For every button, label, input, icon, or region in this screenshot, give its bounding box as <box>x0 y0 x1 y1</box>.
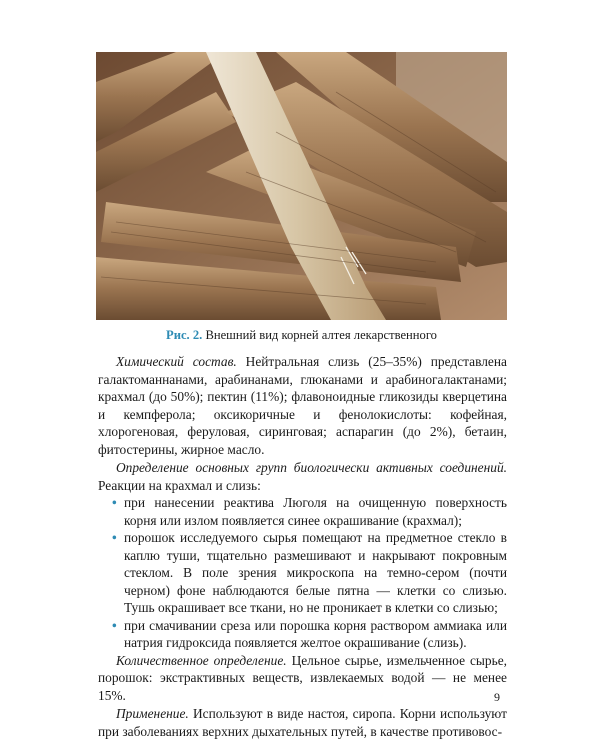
chemical-composition-paragraph <box>98 353 507 458</box>
reactions-list <box>98 494 507 652</box>
application-heading: Применение. <box>116 706 189 721</box>
list-item-text: при нанесении реактива Люголя на очищенную поверхность корня или излом появляется синее окрашивание (крахмал); <box>124 495 507 528</box>
application-paragraph <box>98 705 507 740</box>
application-text: Используют в виде настоя, сиропа. Корни используют при заболеваниях верхних дыхательных путей, в качестве противовос- <box>98 706 507 739</box>
page-number: 9 <box>494 690 500 704</box>
figure-caption-text: Внешний вид корней алтея лекарственного <box>205 328 437 342</box>
list-item-text: порошок исследуемого сырья помещают на предметное стекло в каплю туши, тщательно размешивают и накрывают покровным стеклом. В поле зрения микроскопа на темно-сером (почти черном) фоне наблюдаются белые пятна — клетки со слизью. Тушь окрашивает все ткани, но не проникает в клетки со слизью; <box>124 530 507 615</box>
quantitative-text: Цельное сырье, измельченное сырье, порошок: экстрактивных веществ, извлекаемых водой — не менее 15%. <box>98 652 508 703</box>
body-text <box>98 353 507 740</box>
groups-paragraph <box>98 459 507 494</box>
list-item <box>98 617 507 652</box>
bullet-icon: • <box>112 530 117 545</box>
chemical-composition-text: Нейтральная слизь (25–35%) представлена галактоманнанами, арабинанами, глюканами и арабиногалактанами; крахмал (до 50%); пектин (11%); флавоноидные гликозиды кверцетина и кемпферола; оксикоричные и фенолокислоты: кофейная, хлорогеновая, феруловая, сиринговая; аспарагин (до 2%), бетаин, фитостерины, жирное масло. <box>98 354 507 457</box>
bullet-icon: • <box>112 617 117 633</box>
roots-illustration <box>96 52 507 320</box>
chemical-composition-heading: Химический состав. <box>116 354 237 369</box>
groups-heading: Определение основных групп биологически активных соединений. <box>116 460 507 475</box>
roots-photo <box>96 52 507 320</box>
figure-label: Рис. 2. <box>166 328 203 342</box>
bullet-icon: • <box>112 495 117 510</box>
figure-caption <box>96 328 507 343</box>
groups-text: Реакции на крахмал и слизь: <box>98 477 261 493</box>
quantitative-paragraph <box>98 652 507 705</box>
quantitative-heading: Количественное определение. <box>116 652 287 668</box>
list-item <box>98 529 507 617</box>
list-item-text: при смачивании среза или порошка корня раствором аммиака или натрия гидроксида появляется желтое окрашивание (слизь). <box>124 617 507 650</box>
list-item <box>98 494 507 529</box>
